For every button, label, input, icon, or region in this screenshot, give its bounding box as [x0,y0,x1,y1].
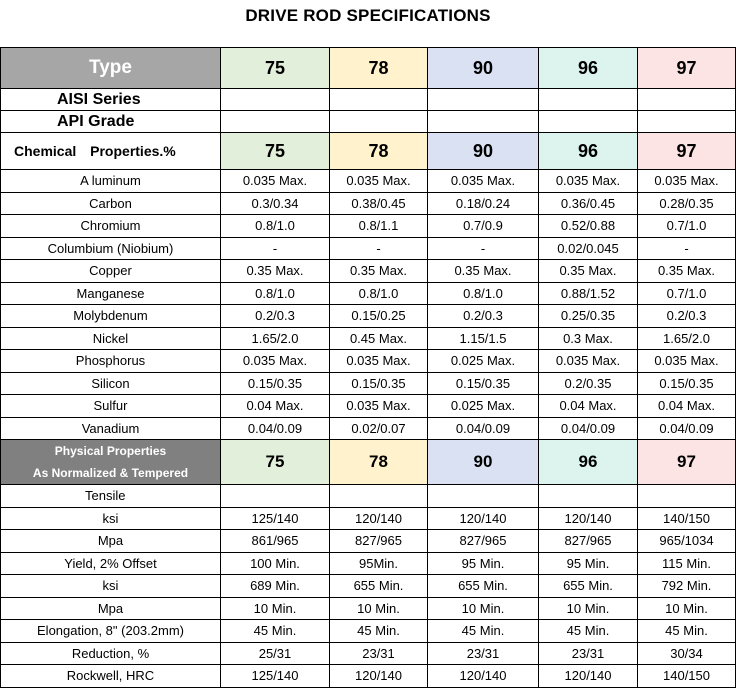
phys-value: 10 Min. [539,597,638,620]
phys-value: 827/965 [330,530,428,553]
chem-row-label: Nickel [1,327,221,350]
phys-value: 120/140 [539,507,638,530]
chem-value: 0.35 Max. [638,260,736,283]
phys-row [1,642,736,665]
chem-value: 0.38/0.45 [330,192,428,215]
chem-row [1,215,736,238]
chem-value: 0.2/0.35 [539,372,638,395]
chem-value: 0.45 Max. [330,327,428,350]
chem-row [1,417,736,440]
page-title: DRIVE ROD SPECIFICATIONS [245,6,491,25]
phys-label-line-2: As Normalized & Tempered [32,466,189,480]
phys-row-label: Elongation, 8" (203.2mm) [1,620,221,643]
chem-value: 0.035 Max. [539,350,638,373]
chem-value: 0.035 Max. [638,350,736,373]
chem-row [1,260,736,283]
chem-column-90: 90 [428,133,539,170]
chem-row [1,327,736,350]
api-cell [330,111,428,133]
chem-value: 0.8/1.0 [221,215,330,238]
chem-value: 0.035 Max. [330,395,428,418]
chem-row [1,350,736,373]
api-cell [638,111,736,133]
phys-value: 95Min. [330,552,428,575]
chem-row [1,282,736,305]
type-column-90: 90 [428,48,539,89]
chem-value: 0.7/1.0 [638,215,736,238]
aisi-cell [539,89,638,111]
phys-row [1,552,736,575]
phys-row [1,597,736,620]
chem-value: 0.8/1.1 [330,215,428,238]
chem-value: 0.15/0.25 [330,305,428,328]
phys-value: 655 Min. [330,575,428,598]
aisi-cell [221,89,330,111]
chem-value: 0.2/0.3 [221,305,330,328]
chem-value: 0.52/0.88 [539,215,638,238]
phys-column-90: 90 [428,440,539,485]
aisi-cell [330,89,428,111]
api-label: API Grade [1,111,221,133]
chem-value: 0.04/0.09 [428,417,539,440]
chem-row [1,395,736,418]
chem-column-75: 75 [221,133,330,170]
phys-value: 120/140 [428,665,539,688]
chem-value: 0.88/1.52 [539,282,638,305]
chem-row-label: Chromium [1,215,221,238]
chem-value: 0.035 Max. [221,350,330,373]
chem-value: 0.8/1.0 [330,282,428,305]
phys-row [1,665,736,688]
phys-value: 125/140 [221,665,330,688]
chem-value: 0.04/0.09 [539,417,638,440]
chem-row-label: Copper [1,260,221,283]
spec-table [0,47,736,688]
type-column-97: 97 [638,48,736,89]
chem-value: 0.02/0.045 [539,237,638,260]
phys-value: 120/140 [330,665,428,688]
aisi-row [1,89,736,111]
chem-value: - [221,237,330,260]
api-cell [428,111,539,133]
chem-label: Chemical Properties.% [1,133,221,170]
phys-column-78: 78 [330,440,428,485]
chem-value: 0.035 Max. [638,170,736,193]
phys-row [1,507,736,530]
chem-row-label: Carbon [1,192,221,215]
chem-value: 0.8/1.0 [428,282,539,305]
chem-row [1,305,736,328]
phys-row-label: ksi [1,575,221,598]
chem-value: - [638,237,736,260]
phys-value: 10 Min. [221,597,330,620]
phys-value: 120/140 [539,665,638,688]
phys-header-row [1,440,736,485]
chem-value: - [330,237,428,260]
chem-column-97: 97 [638,133,736,170]
chem-value: 0.2/0.3 [638,305,736,328]
phys-value: 45 Min. [221,620,330,643]
chem-value: 0.25/0.35 [539,305,638,328]
chem-row [1,170,736,193]
phys-value: 792 Min. [638,575,736,598]
chem-row-label: Columbium (Niobium) [1,237,221,260]
tensile-cell [428,485,539,508]
chem-value: 0.04/0.09 [221,417,330,440]
chem-value: 0.04 Max. [539,395,638,418]
tensile-cell [539,485,638,508]
phys-value: 10 Min. [330,597,428,620]
phys-value: 689 Min. [221,575,330,598]
chem-row-label: Molybdenum [1,305,221,328]
chem-value: 0.7/1.0 [638,282,736,305]
type-column-96: 96 [539,48,638,89]
chem-value: 1.15/1.5 [428,327,539,350]
chem-value: 0.025 Max. [428,395,539,418]
chem-value: 0.35 Max. [539,260,638,283]
tensile-row [1,485,736,508]
phys-row-label: ksi [1,507,221,530]
tensile-cell [330,485,428,508]
phys-value: 120/140 [330,507,428,530]
chem-value: 0.04 Max. [221,395,330,418]
phys-row [1,620,736,643]
phys-value: 655 Min. [539,575,638,598]
aisi-label: AISI Series [1,89,221,111]
chem-value: 0.02/0.07 [330,417,428,440]
api-row [1,111,736,133]
phys-value: 25/31 [221,642,330,665]
chem-row [1,372,736,395]
chem-value: 0.15/0.35 [221,372,330,395]
phys-row [1,575,736,598]
phys-row-label: Reduction, % [1,642,221,665]
phys-value: 100 Min. [221,552,330,575]
phys-column-96: 96 [539,440,638,485]
tensile-cell [638,485,736,508]
phys-value: 140/150 [638,507,736,530]
tensile-label: Tensile [1,485,221,508]
phys-label [1,440,221,485]
phys-row-label: Mpa [1,597,221,620]
phys-label-line-1: Physical Properties [54,444,167,458]
chem-value: 0.025 Max. [428,350,539,373]
phys-value: 115 Min. [638,552,736,575]
phys-row-label: Rockwell, HRC [1,665,221,688]
phys-value: 965/1034 [638,530,736,553]
phys-value: 45 Min. [539,620,638,643]
chem-value: 0.15/0.35 [428,372,539,395]
phys-value: 95 Min. [428,552,539,575]
chem-row-label: Manganese [1,282,221,305]
chem-row-label: Sulfur [1,395,221,418]
phys-value: 140/150 [638,665,736,688]
chem-value: 0.035 Max. [330,170,428,193]
phys-value: 45 Min. [330,620,428,643]
api-cell [539,111,638,133]
chem-value: 0.15/0.35 [638,372,736,395]
phys-row-label: Yield, 2% Offset [1,552,221,575]
spec-table-body [1,48,736,688]
phys-value: 30/34 [638,642,736,665]
chem-value: 0.04/0.09 [638,417,736,440]
phys-value: 861/965 [221,530,330,553]
chem-row-label: A luminum [1,170,221,193]
phys-value: 10 Min. [428,597,539,620]
chem-row [1,192,736,215]
chem-value: 0.35 Max. [428,260,539,283]
type-label: Type [1,48,221,89]
chem-value: - [428,237,539,260]
chem-value: 0.035 Max. [330,350,428,373]
chem-value: 0.35 Max. [221,260,330,283]
phys-value: 45 Min. [428,620,539,643]
chem-row-label: Silicon [1,372,221,395]
tensile-cell [221,485,330,508]
chem-column-78: 78 [330,133,428,170]
phys-value: 120/140 [428,507,539,530]
chem-value: 0.2/0.3 [428,305,539,328]
phys-value: 23/31 [428,642,539,665]
phys-value: 827/965 [428,530,539,553]
aisi-cell [638,89,736,111]
chem-value: 0.35 Max. [330,260,428,283]
type-header-row [1,48,736,89]
type-column-78: 78 [330,48,428,89]
chem-row-label: Vanadium [1,417,221,440]
chem-row-label: Phosphorus [1,350,221,373]
chem-value: 0.3/0.34 [221,192,330,215]
chem-value: 0.8/1.0 [221,282,330,305]
phys-value: 125/140 [221,507,330,530]
api-cell [221,111,330,133]
chem-value: 0.7/0.9 [428,215,539,238]
phys-column-97: 97 [638,440,736,485]
phys-value: 23/31 [539,642,638,665]
phys-row-label: Mpa [1,530,221,553]
chem-value: 0.36/0.45 [539,192,638,215]
phys-column-75: 75 [221,440,330,485]
phys-value: 10 Min. [638,597,736,620]
chem-value: 0.18/0.24 [428,192,539,215]
phys-row [1,530,736,553]
phys-value: 45 Min. [638,620,736,643]
phys-value: 95 Min. [539,552,638,575]
phys-value: 655 Min. [428,575,539,598]
chem-value: 0.04 Max. [638,395,736,418]
chem-value: 1.65/2.0 [638,327,736,350]
chem-value: 0.035 Max. [539,170,638,193]
chem-value: 0.035 Max. [221,170,330,193]
chem-header-row [1,133,736,170]
chem-value: 1.65/2.0 [221,327,330,350]
phys-value: 23/31 [330,642,428,665]
chem-value: 0.15/0.35 [330,372,428,395]
phys-value: 827/965 [539,530,638,553]
chem-value: 0.28/0.35 [638,192,736,215]
chem-value: 0.035 Max. [428,170,539,193]
type-column-75: 75 [221,48,330,89]
chem-row [1,237,736,260]
chem-value: 0.3 Max. [539,327,638,350]
aisi-cell [428,89,539,111]
chem-column-96: 96 [539,133,638,170]
